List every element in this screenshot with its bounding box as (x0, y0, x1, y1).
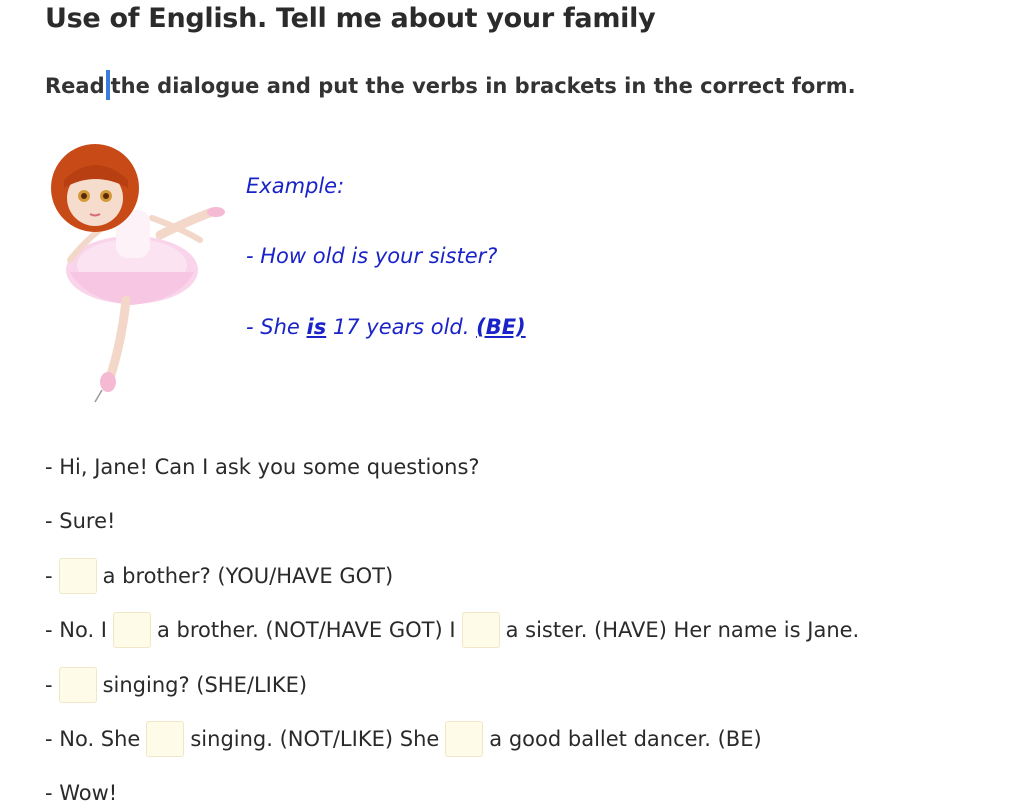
dialogue-line-6 (45, 720, 762, 758)
instruction-start: Read (45, 74, 105, 98)
line-5-suffix: singing? (SHE/LIKE) (102, 673, 308, 697)
line-3-suffix: a brother? (YOU/HAVE GOT) (102, 564, 394, 588)
example-heading: Example: (246, 174, 345, 198)
dialogue-line-4 (45, 611, 859, 649)
line-6-middle: singing. (NOT/LIKE) She (190, 727, 440, 751)
example-question: - How old is your sister? (246, 244, 498, 268)
instruction-rest: the dialogue and put the verbs in brackets in the correct form. (110, 74, 856, 98)
dialogue-line-5 (45, 666, 307, 704)
answer-blank-3[interactable] (462, 612, 500, 648)
example-answer-hint: (BE) (476, 315, 526, 339)
answer-blank-1[interactable] (59, 558, 97, 594)
ballerina-illustration (40, 140, 230, 410)
answer-blank-2[interactable] (113, 612, 151, 648)
example-answer-verb: is (306, 315, 327, 339)
example-answer-prefix: - She (246, 315, 307, 339)
dialogue-line-3 (45, 557, 393, 595)
answer-blank-5[interactable] (146, 721, 184, 757)
dialogue-line-7: - Wow! (45, 781, 118, 805)
line-4-middle: a brother. (NOT/HAVE GOT) I (157, 618, 456, 642)
answer-blank-6[interactable] (445, 721, 483, 757)
example-answer-middle: 17 years old. (326, 315, 477, 339)
line-4-suffix: a sister. (HAVE) Her name is Jane. (505, 618, 860, 642)
line-3-prefix: - (45, 564, 53, 588)
line-6-suffix: a good ballet dancer. (BE) (489, 727, 762, 751)
dialogue-line-1: - Hi, Jane! Can I ask you some questions? (45, 455, 480, 479)
answer-blank-4[interactable] (59, 667, 97, 703)
instruction-text (45, 70, 856, 100)
dialogue-line-2: - Sure! (45, 509, 116, 533)
line-6-prefix: - No. She (45, 727, 141, 751)
line-4-prefix: - No. I (45, 618, 107, 642)
text-cursor (106, 70, 110, 100)
example-answer (246, 315, 526, 339)
page-title: Use of English. Tell me about your family (45, 3, 656, 34)
line-5-prefix: - (45, 673, 53, 697)
